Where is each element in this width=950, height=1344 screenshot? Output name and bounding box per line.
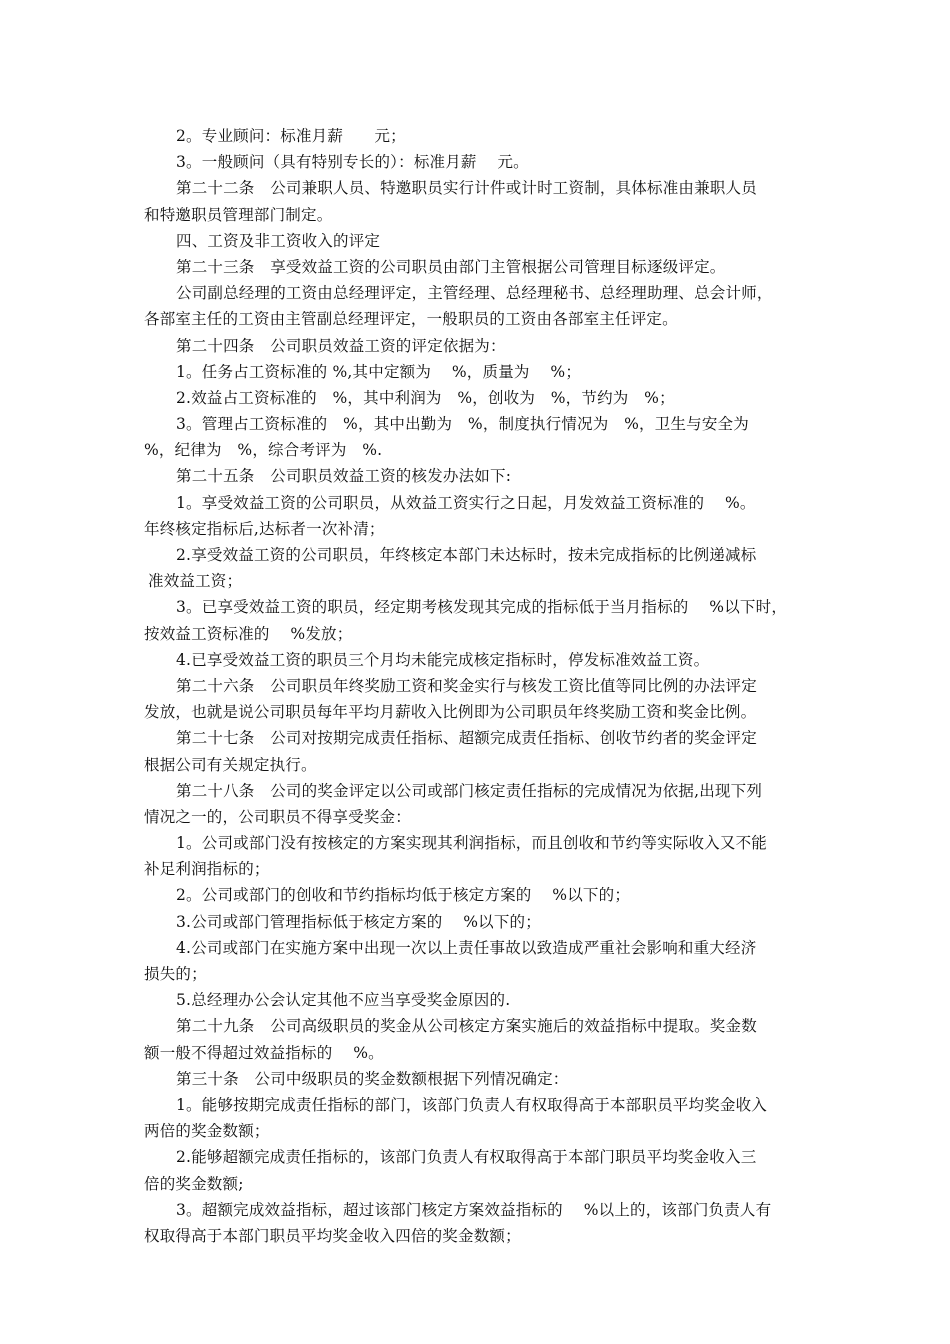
article-30-heading: 第三十条 公司中级职员的奖金数额根据下列情况确定： — [176, 1069, 569, 1088]
article-28-heading: 第二十八条 公司的奖金评定以公司或部门核定责任指标的完成情况为依据,出现下列 — [176, 781, 763, 800]
text-line: 年终核定指标后,达标者一次补清； — [144, 519, 385, 538]
text-line: 公司副总经理的工资由总经理评定，主管经理、总经理秘书、总经理助理、总会计师， — [176, 284, 773, 303]
article-23-heading: 第二十三条 享受效益工资的公司职员由部门主管根据公司管理目标逐级评定。 — [176, 257, 726, 276]
text-line: 4.公司或部门在实施方案中出现一次以上责任事故以致造成严重社会影响和重大经济 — [176, 938, 757, 957]
article-22-heading: 第二十二条 公司兼职人员、特邀职员实行计件或计时工资制，具体标准由兼职人员 — [176, 179, 757, 198]
article-24-heading: 第二十四条 公司职员效益工资的评定依据为： — [176, 336, 506, 355]
text-line: 2.效益占工资标准的 %，其中利润为 %，创收为 %，节约为 %； — [176, 388, 675, 407]
text-line: 1。能够按期完成责任指标的部门，该部门负责人有权取得高于本部职员平均奖金收入 — [176, 1095, 767, 1114]
text-line: 5.总经理办公会认定其他不应当享受奖金原因的. — [176, 991, 511, 1010]
text-line: 权取得高于本部门职员平均奖金收入四倍的奖金数额； — [144, 1226, 521, 1245]
text-line: 2。专业顾问：标准月薪 元； — [176, 127, 406, 145]
text-line: 1。任务占工资标准的 %,其中定额为 %，质量为 %； — [176, 362, 582, 381]
text-line: 和特邀职员管理部门制定。 — [144, 205, 333, 224]
text-line: 按效益工资标准的 %发放； — [144, 624, 353, 643]
text-line: 补足利润指标的； — [144, 860, 270, 879]
text-line: 2.享受效益工资的公司职员，年终核定本部门未达标时，按未完成指标的比例递减标 — [176, 546, 757, 564]
text-line: 损失的； — [144, 965, 207, 983]
article-29-heading: 第二十九条 公司高级职员的奖金从公司核定方案实施后的效益指标中提取。奖金数 — [176, 1017, 757, 1036]
text-line: 1。享受效益工资的公司职员，从效益工资实行之日起，月发效益工资标准的 %。 — [176, 493, 756, 512]
text-line: 2。公司或部门的创收和节约指标均低于核定方案的 %以下的； — [176, 886, 631, 905]
section-heading: 四、工资及非工资收入的评定 — [176, 231, 381, 250]
article-26-heading: 第二十六条 公司职员年终奖励工资和奖金实行与核发工资比值等同比例的办法评定 — [176, 676, 757, 695]
text-line: 额一般不得超过效益指标的 %。 — [144, 1043, 384, 1062]
text-line: 情况之一的，公司职员不得享受奖金： — [144, 807, 411, 826]
text-line: 3。已享受效益工资的职员，经定期考核发现其完成的指标低于当月指标的 %以下时， — [176, 598, 788, 617]
text-line: 倍的奖金数额; — [144, 1174, 244, 1193]
text-line: 3。一般顾问（具有特别专长的）：标准月薪 元。 — [176, 153, 529, 172]
text-line: 准效益工资； — [148, 572, 243, 591]
text-line: %，纪律为 %，综合考评为 %. — [144, 441, 383, 460]
document-body — [144, 123, 824, 1249]
text-line: 根据公司有关规定执行。 — [144, 755, 317, 774]
text-line: 两倍的奖金数额； — [144, 1122, 270, 1141]
text-line: 2.能够超额完成责任指标的，该部门负责人有权取得高于本部门职员平均奖金收入三 — [176, 1148, 757, 1167]
text-line: 4.已享受效益工资的职员三个月均未能完成核定指标时，停发标准效益工资。 — [176, 650, 710, 669]
text-line: 发放，也就是说公司职员每年平均月薪收入比例即为公司职员年终奖励工资和奖金比例。 — [144, 703, 757, 722]
text-line: 3.公司或部门管理指标低于核定方案的 %以下的； — [176, 912, 541, 931]
text-line: 1。公司或部门没有按核定的方案实现其利润指标，而且创收和节约等实际收入又不能 — [176, 834, 767, 853]
text-line: 各部室主任的工资由主管副总经理评定，一般职员的工资由各部室主任评定。 — [144, 310, 678, 329]
text-line: 3。超额完成效益指标，超过该部门核定方案效益指标的 %以上的，该部门负责人有 — [176, 1200, 772, 1219]
article-25-heading: 第二十五条 公司职员效益工资的核发办法如下: — [176, 467, 512, 486]
article-27-heading: 第二十七条 公司对按期完成责任指标、超额完成责任指标、创收节约者的奖金评定 — [176, 729, 757, 748]
text-line: 3。管理占工资标准的 %，其中出勤为 %，制度执行情况为 %，卫生与安全为 — [176, 415, 749, 434]
